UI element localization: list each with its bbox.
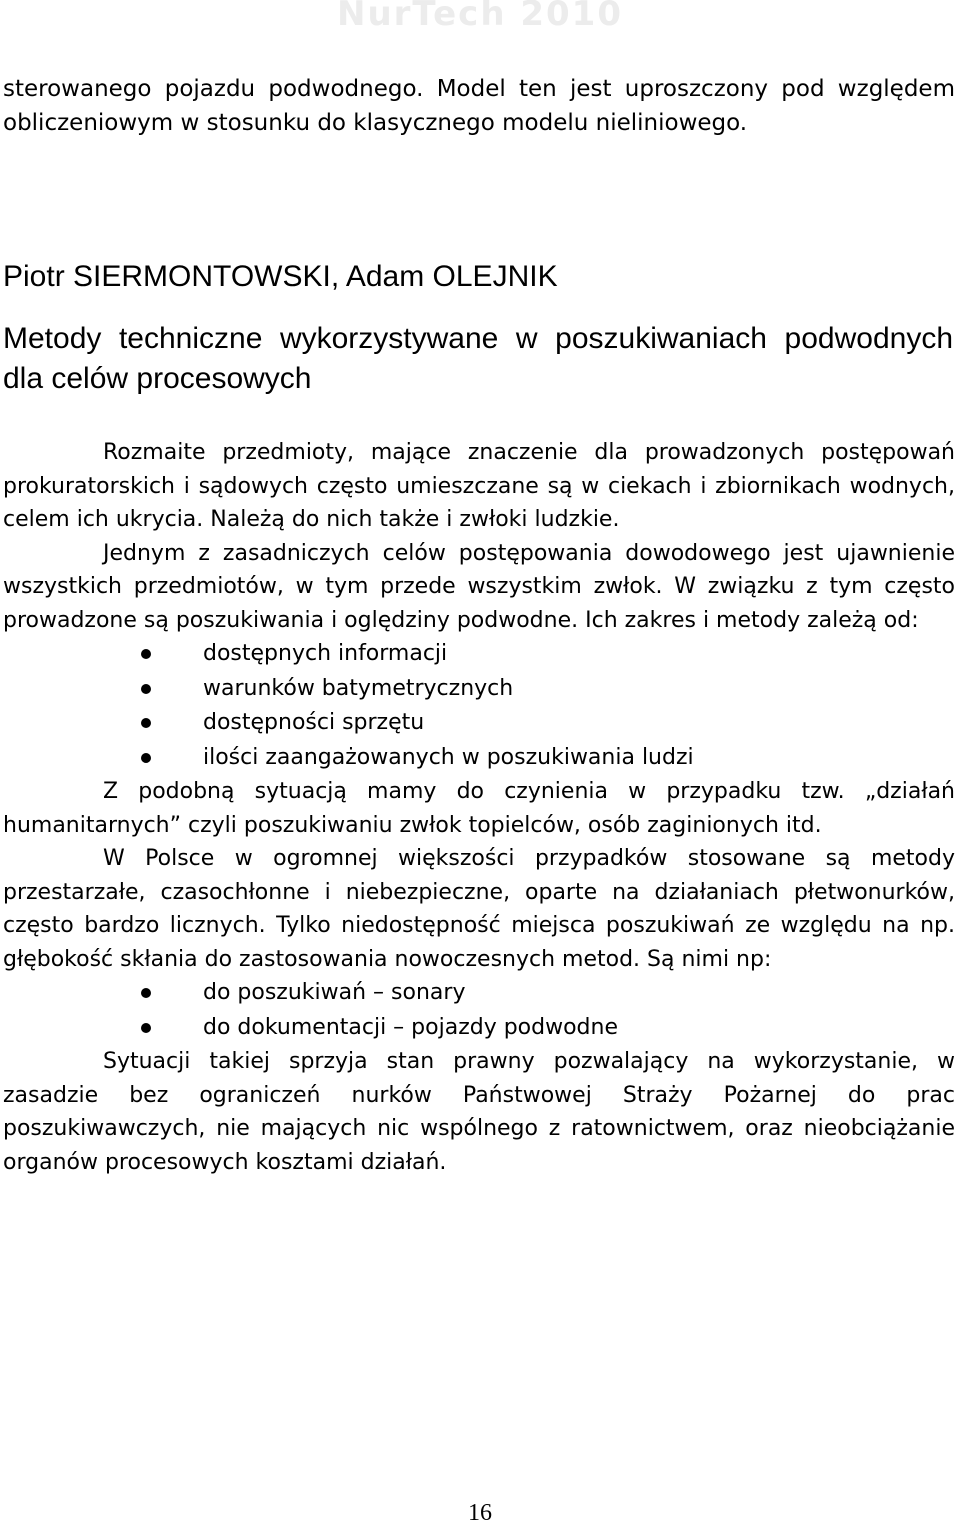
bullet-icon — [141, 718, 151, 728]
abstract-paragraph-3: Z podobną sytuacją mamy do czynienia w przypadku tzw. „działań humanitarnych” czyli poszukiwaniu zwłok topielców, osób zaginionych itd. — [3, 779, 955, 838]
scope-factors-list — [3, 637, 955, 775]
bullet-icon — [141, 684, 151, 694]
list-item: ilości zaangażowanych w poszukiwania ludzi — [3, 741, 955, 776]
article-abstract — [3, 436, 955, 1179]
modern-methods-list — [3, 976, 955, 1045]
bullet-icon — [141, 1023, 151, 1033]
bullet-icon — [141, 988, 151, 998]
list-item: do dokumentacji – pojazdy podwodne — [3, 1011, 955, 1046]
article-title: Metody techniczne wykorzystywane w poszukiwaniach podwodnych dla celów procesowych — [3, 322, 953, 395]
abstract-paragraph-2: Jednym z zasadniczych celów postępowania dowodowego jest ujawnienie wszystkich przedmiotów, w tym przede wszystkim zwłok. W związku z tym często prowadzone są poszukiwania i oględziny podwodne. Ich zakres i metody zależą od: — [3, 540, 955, 633]
bullet-icon — [141, 753, 151, 763]
article-authors: Piotr SIERMONTOWSKI, Adam OLEJNIK — [3, 260, 558, 293]
list-item: dostępności sprzętu — [3, 706, 955, 741]
list-item: dostępnych informacji — [3, 637, 955, 672]
conference-logo: NurTech 2010 — [337, 0, 623, 34]
abstract-paragraph-5: Sytuacji takiej sprzyja stan prawny pozwalający na wykorzystanie, w zasadzie bez ograniczeń nurków Państwowej Straży Pożarnej do prac poszukiwawczych, nie mających nic wspólnego z ratownictwem, oraz nieobciążanie organów procesowych kosztami działań. — [3, 1049, 955, 1175]
bullet-icon — [141, 649, 151, 659]
list-item: do poszukiwań – sonary — [3, 976, 955, 1011]
list-item: warunków batymetrycznych — [3, 672, 955, 707]
page-number: 16 — [468, 1500, 492, 1526]
intro-paragraph: sterowanego pojazdu podwodnego. Model ten jest uproszczony pod względem obliczeniowym w stosunku do klasycznego modelu nieliniowego. — [3, 76, 955, 136]
abstract-paragraph-4: W Polsce w ogromnej większości przypadków stosowane są metody przestarzałe, czasochłonne i niebezpieczne, oparte na działaniach płetwonurków, często bardzo licznych. Tylko niedostępność miejsca poszukiwań ze względu na np. głębokość skłania do zastosowania nowoczesnych metod. Są nimi np: — [3, 846, 955, 972]
abstract-paragraph-1: Rozmaite przedmioty, mające znaczenie dla prowadzonych postępowań prokuratorskich i sądowych często umieszczane są w ciekach i zbiornikach wodnych, celem ich ukrycia. Należą do nich także i zwłoki ludzkie. — [3, 440, 955, 532]
